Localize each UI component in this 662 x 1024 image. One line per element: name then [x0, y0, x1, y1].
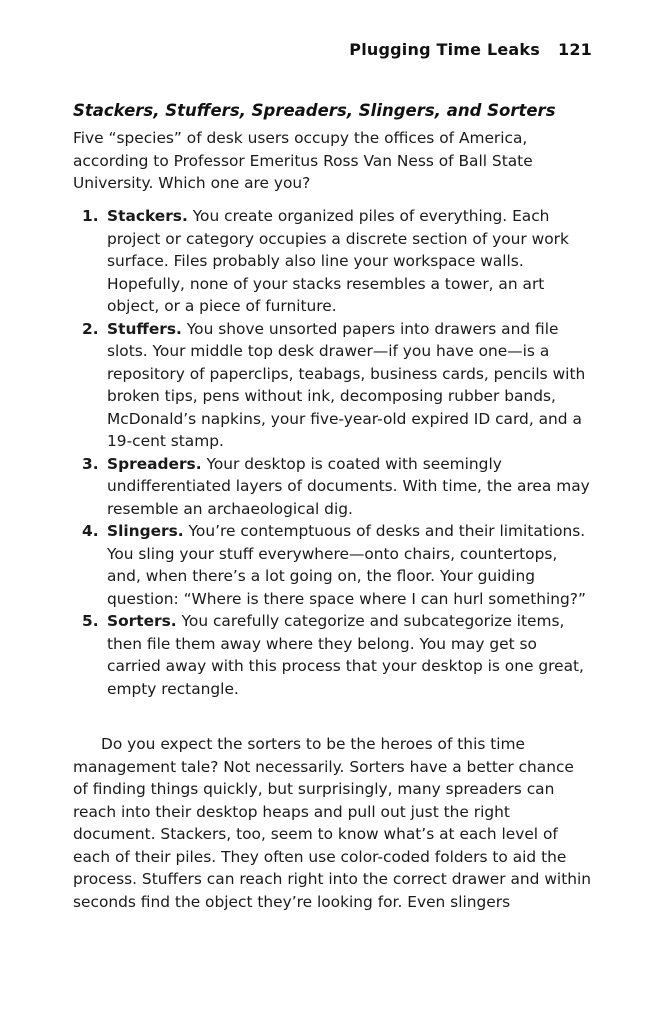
- list-item-term: Slingers.: [107, 522, 184, 540]
- list-item-text: Your desktop is coated with seemingly undifferentiated layers of documents. With time, the area may resemble an archaeological dig.: [107, 454, 590, 518]
- intro-paragraph: Five “species” of desk users occupy the offices of America, according to Professor Emeritus Ross Van Ness of Ball State University. Which one are you?: [73, 129, 533, 192]
- list-item-text: You create organized piles of everything. Each project or category occupies a discrete section of your work surface. Files probably also line your workspace walls. Hopefully, none of your stacks resembles a tower, an art object, or a piece of furniture.: [107, 207, 569, 315]
- running-header: [72, 40, 592, 59]
- list-item-text: You’re contemptuous of desks and their limitations. You sling your stuff everywhere—onto chairs, countertops, and, when there’s a lot going on, the floor. Your guiding question: “Where is there space where I can hurl something?”: [107, 522, 586, 608]
- list-item: [73, 205, 593, 318]
- list-item-number: 5.: [82, 612, 99, 630]
- list-item-term: Sorters.: [107, 612, 177, 630]
- list-item-number: 2.: [82, 319, 99, 338]
- list-item-term: Spreaders.: [107, 454, 202, 473]
- list-item-number: 4.: [82, 522, 99, 540]
- page-number: 121: [558, 40, 592, 59]
- list-item-text: You carefully categorize and subcategorize items, then file them away where they belong. You may get so carried away with this process that your desktop is one great, empty rectangle.: [107, 612, 584, 698]
- list-item-term: Stuffers.: [107, 319, 182, 338]
- section-heading: Stackers, Stuffers, Spreaders, Slingers, and Sorters: [73, 101, 556, 120]
- list-item-text: You shove unsorted papers into drawers and file slots. Your middle top desk drawer—if you have one—is a repository of paperclips, teabags, business cards, pencils with broken tips, pens without ink, decomposing rubber bands, McDonald’s napkins, your five-year-old expired ID card, and a 19-cent stamp.: [107, 319, 586, 450]
- list-item: [73, 318, 593, 453]
- list-item: [73, 520, 593, 610]
- list-item: [73, 453, 593, 521]
- list-item-term: Stackers.: [107, 207, 188, 225]
- list-item: [73, 610, 593, 700]
- closing-paragraph: Do you expect the sorters to be the heroes of this time management tale? Not necessarily. Sorters have a better chance of finding things quickly, but surprisingly, many spreaders can reach into their desktop heaps and pull out just the right document. Stackers, too, seem to know what’s at each level of each of their piles. They often use color-coded folders to aid the process. Stuffers can reach right into the correct drawer and within seconds find the object they’re looking for. Even slingers: [73, 735, 592, 911]
- running-title: Plugging Time Leaks: [349, 40, 540, 59]
- list-item-number: 3.: [82, 454, 99, 473]
- list-item-number: 1.: [82, 207, 99, 225]
- desk-user-types-list: [73, 205, 593, 700]
